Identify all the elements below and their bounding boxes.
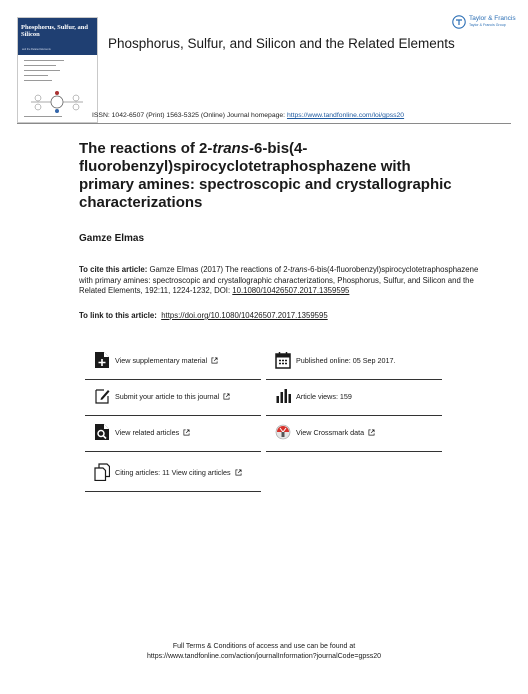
article-views-info <box>266 382 442 416</box>
taylor-francis-logo[interactable] <box>452 13 516 33</box>
citation-text-italic: trans <box>290 265 308 274</box>
cover-journal-name: Phosphorus, Sulfur, and Silicon <box>21 24 88 38</box>
citation-text: Gamze Elmas (2017) The reactions of 2- <box>149 265 291 274</box>
external-link-icon <box>368 429 375 436</box>
published-date: Published online: 05 Sep 2017. <box>296 356 396 365</box>
related-label: View related articles <box>115 428 180 437</box>
citation-label: To cite this article: <box>79 265 148 274</box>
article-title <box>79 140 459 212</box>
submit-article-link[interactable] <box>85 382 261 416</box>
header-divider <box>17 123 511 124</box>
documents-stack-icon <box>94 463 110 481</box>
bar-chart-icon <box>275 387 291 405</box>
calendar-icon <box>275 351 291 369</box>
cover-text-line <box>24 80 52 81</box>
citation-block <box>79 265 479 297</box>
publisher-name: Taylor & Francis <box>469 15 516 22</box>
crossmark-icon <box>275 423 291 441</box>
citation-text: -6-bis(4-fluorobenzyl)spirocyclotetraphosphazene with primary amines: spectroscopic and crystallographic characterizations, Phosphorus, Sulfur, and Silicon and the Related Elements, 192:11, 1224-1232, DOI: <box>79 265 479 295</box>
cover-chemical-diagram <box>28 90 86 114</box>
related-articles-link[interactable] <box>85 418 261 452</box>
cover-journal-subtitle: and the Related Elements <box>22 48 51 51</box>
footer-terms-link[interactable]: https://www.tandfonline.com/action/journalInformation?journalCode=gpss20 <box>146 653 382 660</box>
document-search-icon <box>94 423 110 441</box>
citation-doi-link[interactable]: 10.1080/10426507.2017.1359595 <box>232 286 350 295</box>
supplementary-label: View supplementary material <box>115 356 208 365</box>
article-views-count: Article views: 159 <box>296 392 352 401</box>
article-author: Gamze Elmas <box>79 233 145 244</box>
cover-text-line <box>24 75 48 76</box>
journal-cover-thumbnail <box>17 17 98 123</box>
cover-text-line <box>24 65 56 66</box>
article-title-text: -6-bis(4-fluorobenzyl)spirocyclotetraphosphazene with primary amines: spectroscopic and crystallographic characterizations <box>79 140 452 211</box>
external-link-icon <box>235 469 242 476</box>
external-link-icon <box>223 393 230 400</box>
journal-title[interactable]: Phosphorus, Sulfur, and Silicon and the Related Elements <box>108 36 455 51</box>
issn-line <box>92 112 512 119</box>
citing-label: Citing articles: 11 View citing articles <box>115 468 231 477</box>
article-title-text: The reactions of 2- <box>79 140 213 157</box>
external-link-icon <box>211 357 218 364</box>
crossmark-label: View Crossmark data <box>296 428 365 437</box>
article-link-line <box>79 311 328 320</box>
article-doi-link[interactable]: https://doi.org/10.1080/10426507.2017.1359595 <box>161 311 328 320</box>
external-link-icon <box>183 429 190 436</box>
cover-text-line <box>24 116 62 117</box>
submit-label: Submit your article to this journal <box>115 392 220 401</box>
issn-text: ISSN: 1042-6507 (Print) 1563-5325 (Online) Journal homepage: <box>92 112 286 119</box>
journal-homepage-link[interactable]: https://www.tandfonline.com/loi/gpss20 <box>286 112 405 119</box>
article-title-italic: trans <box>212 140 250 157</box>
crossmark-link[interactable] <box>266 418 442 452</box>
link-label: To link to this article: <box>79 311 157 320</box>
edit-pencil-icon <box>94 387 110 405</box>
footer <box>0 642 528 662</box>
cover-text-line <box>24 60 64 61</box>
document-plus-icon <box>94 351 110 369</box>
citing-articles-link[interactable] <box>85 458 261 492</box>
published-online-info <box>266 346 442 380</box>
footer-terms-text: Full Terms & Conditions of access and use can be found at <box>172 643 356 650</box>
publisher-tagline: Taylor & Francis Group <box>469 23 506 27</box>
publisher-logo-icon <box>452 15 466 29</box>
supplementary-material-link[interactable] <box>85 346 261 380</box>
cover-text-line <box>24 70 60 71</box>
